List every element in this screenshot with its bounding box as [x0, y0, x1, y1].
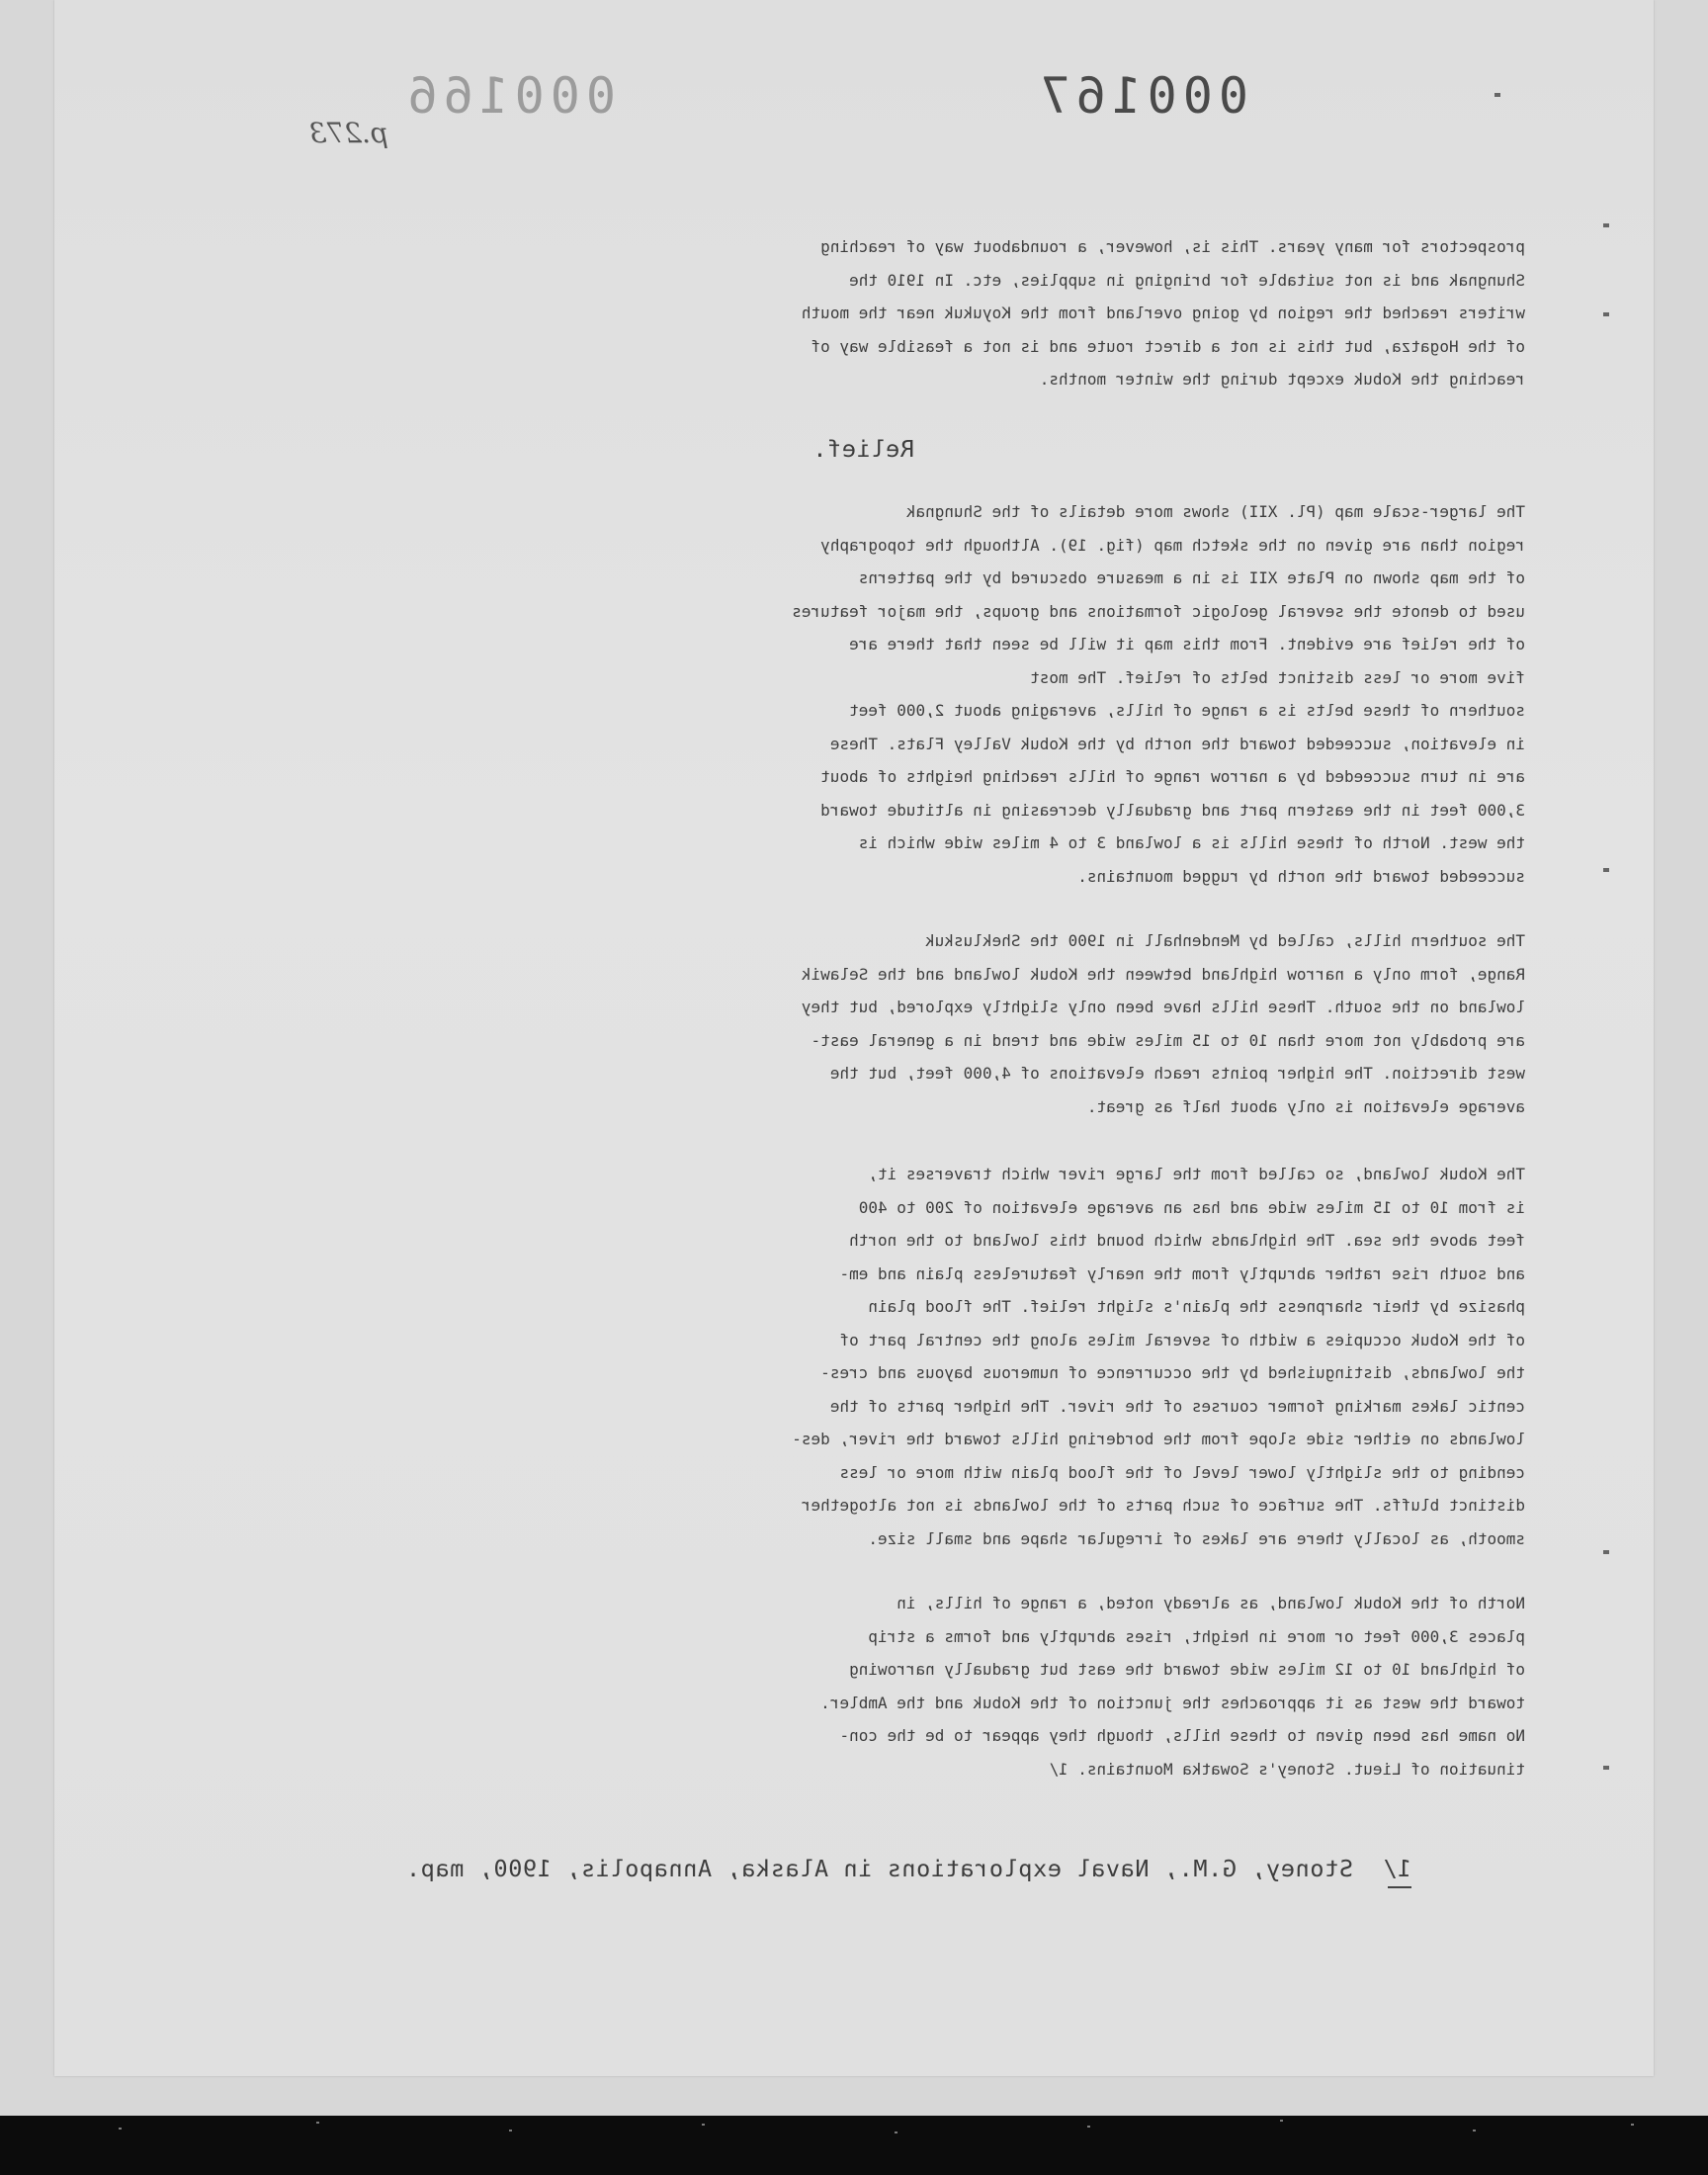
text-line: five more or less distinct belts of relief. The most	[1030, 667, 1525, 687]
handwritten-page-note: p.273	[308, 117, 388, 149]
text-line: Range, form only a narrow highland between the Kobuk lowland and the Selawik	[801, 964, 1525, 984]
text-line: of the Kobuk occupies a width of several miles along the central part of	[839, 1330, 1525, 1349]
page-stamp-number: 000167	[1034, 67, 1248, 125]
text-line: and south rise rather abruptly from the nearly featureless plain and em-	[839, 1263, 1525, 1283]
edge-mark	[1603, 312, 1609, 316]
page-stamp-ghost: 000166	[401, 67, 616, 125]
text-line: average elevation is only about half as great.	[1086, 1096, 1525, 1116]
footnote: 1/ Stoney, G.M., Naval explorations in Alaska, Annapolis, 1900, map.	[405, 1855, 1411, 1882]
text-line: phasize by their sharpness the plain's slight relief. The flood plain	[868, 1297, 1525, 1316]
text-line: in elevation, succeeded toward the north by the Kobuk Valley Flats. These	[829, 734, 1525, 753]
text-line: reaching the Kobuk except during the winter months.	[1039, 370, 1525, 389]
text-line: places 3,000 feet or more in height, rises abruptly and forms a strip	[868, 1626, 1525, 1646]
text-line: feet above the sea. The highlands which bound this lowland to the north	[849, 1231, 1525, 1250]
text-line: No name has been given to these hills, though they appear to be the con-	[839, 1726, 1525, 1745]
text-line: centic lakes marking former courses of the river. The higher parts of the	[829, 1396, 1525, 1416]
text-line: lowland on the south. These hills have been only slightly explored, but they	[801, 998, 1525, 1016]
paragraph-1	[181, 237, 1525, 403]
text-line: the west. North of these hills is a lowland 3 to 4 miles wide which is	[858, 833, 1525, 852]
text-line: west direction. The higher points reach elevations of 4,000 feet, but the	[829, 1064, 1525, 1083]
text-line: lowlands on either side slope from the bordering hills toward the river, des-	[792, 1430, 1525, 1448]
paragraph-5	[181, 1594, 1525, 1792]
text-line: cending to the slightly lower level of the flood plain with more or less	[839, 1462, 1525, 1482]
paragraph-2	[181, 502, 1525, 900]
document-page	[54, 0, 1654, 2076]
text-line: region than are given on the sketch map (fig. 19). Although the topography	[820, 535, 1525, 555]
edge-mark	[1603, 1550, 1609, 1554]
text-line: is from 10 to 15 miles wide and has an average elevation of 200 to 400	[858, 1197, 1525, 1217]
text-line: are in turn succeeded by a narrow range of hills reaching heights of about	[820, 767, 1525, 786]
text-line: Shungnak and is not suitable for bringing in supplies, etc. In 1910 the	[849, 270, 1525, 290]
text-line: southern of these belts is a range of hills, averaging about 2,000 feet	[849, 701, 1525, 720]
edge-mark	[1603, 223, 1609, 227]
text-line: toward the west as it approaches the junction of the Kobuk and the Ambler.	[820, 1693, 1525, 1712]
footnote-underline	[1388, 1886, 1411, 1888]
text-line: writers reached the region by going overland from the Koyukuk near the mouth	[801, 304, 1525, 322]
text-line: The larger-scale map (Pl. XII) shows more details of the Shungnak	[905, 502, 1525, 521]
edge-mark	[1603, 868, 1609, 872]
mirrored-page-content	[54, 0, 1654, 2076]
edge-mark	[1494, 93, 1500, 97]
text-line: the lowlands, distinguished by the occurrence of numerous bayous and cres-	[820, 1363, 1525, 1382]
paragraph-4	[181, 1165, 1525, 1562]
text-line: of the relief are evident. From this map it will be seen that there are	[849, 635, 1525, 653]
paragraph-3	[181, 931, 1525, 1130]
text-line: of highland 10 to 12 miles wide toward the east but gradually narrowing	[849, 1660, 1525, 1679]
text-line: North of the Kobuk lowland, as already noted, a range of hills, in	[897, 1594, 1525, 1612]
text-line: 3,000 feet in the eastern part and gradually decreasing in altitude toward	[820, 800, 1525, 820]
scanner-bottom-border	[0, 2116, 1708, 2175]
text-line: used to denote the several geologic formations and groups, the major features	[792, 601, 1525, 621]
section-heading: Relief.	[811, 435, 914, 463]
text-line: prospectors for many years. This is, however, a roundabout way of reaching	[820, 237, 1525, 256]
text-line: smooth, as locally there are lakes of irregular shape and small size.	[868, 1528, 1525, 1548]
text-line: distinct bluffs. The surface of such parts of the lowlands is not altogether	[801, 1496, 1525, 1515]
text-line: of the Hogatza, but this is not a direct route and is not a feasible way of	[811, 336, 1525, 356]
text-line: are probably not more than 10 to 15 miles wide and trend in a general east-	[811, 1030, 1525, 1050]
text-line: of the map shown on Plate XII is in a measure obscured by the patterns	[858, 568, 1525, 587]
text-line: succeeded toward the north by rugged mountains.	[1077, 866, 1525, 886]
text-line: The southern hills, called by Mendenhall in 1900 the Shekluskuk	[925, 931, 1525, 950]
edge-mark	[1603, 1766, 1609, 1770]
text-line: tinuation of Lieut. Stoney's Sowatka Mountains. 1/	[1049, 1759, 1525, 1779]
text-line: The Kobuk lowland, so called from the large river which traverses it,	[868, 1165, 1525, 1183]
